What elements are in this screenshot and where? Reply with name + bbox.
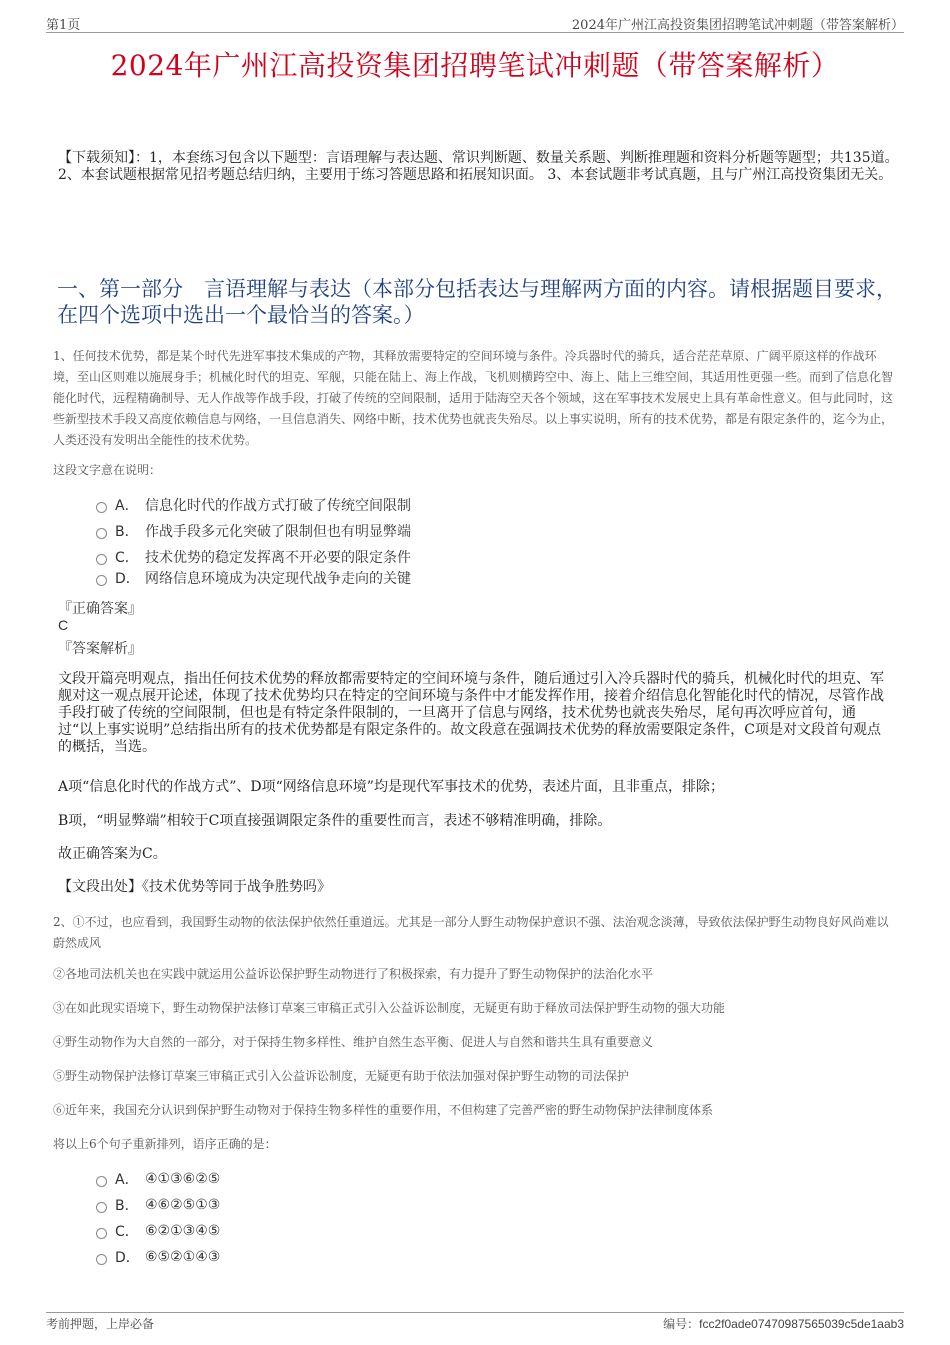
question-2-text: 2、①不过，也应看到，我国野生动物的依法保护依然任重道远。尤其是一部分人野生动物保护意识不强、法治观念淡薄，导致依法保护野生动物良好风尚难以蔚然成风 — [53, 915, 889, 950]
option-text: 作战手段多元化突破了限制但也有明显弊端 — [145, 524, 411, 540]
answer-value: C — [58, 617, 69, 633]
q2-option-a[interactable] — [96, 1168, 220, 1190]
page-title: 2024年广州江高投资集团招聘笔试冲刺题（带答案解析） — [110, 49, 840, 82]
option-letter: A． — [115, 498, 139, 514]
option-letter: C． — [115, 1224, 139, 1240]
question-2-sentence: ④野生动物作为大自然的一部分，对于保持生物多样性、维护自然生态平衡、促进人与自然和谐共生具有重要意义 — [53, 1035, 654, 1049]
q1-option-d[interactable] — [96, 567, 411, 589]
header-divider — [46, 32, 904, 33]
section-heading: 一、第一部分 言语理解与表达（本部分包括表达与理解两方面的内容。请根据题目要求，在四个选项中选出一个最恰当的答案。） — [57, 277, 897, 327]
download-notice: 【下载须知】：1，本套练习包含以下题型：言语理解与表达题、常识判断题、数量关系题、判断推理题和资料分析题等题型；共135道。 2、本套试题根据常见招考题总结归纳，主要用于练习答题思路和拓展知识面。 3、本套试题非考试真题，且与广州江高投资集团无关。 — [58, 150, 899, 183]
analysis-paragraph: B项，“明显弊端”相较于C项直接强调限定条件的重要性而言，表述不够精准明确，排除。 — [58, 813, 612, 829]
radio-icon[interactable] — [96, 1254, 107, 1265]
option-letter: D． — [115, 1250, 140, 1266]
answer-label: 『正确答案』 — [58, 601, 142, 617]
analysis-paragraph: 故正确答案为C。 — [58, 846, 167, 862]
q1-option-b[interactable] — [96, 520, 411, 542]
option-letter: A． — [115, 1172, 139, 1188]
radio-icon[interactable] — [96, 1202, 107, 1213]
radio-icon[interactable] — [96, 528, 107, 539]
option-text: 网络信息环境成为决定现代战争走向的关键 — [145, 571, 411, 587]
analysis-paragraph: A项“信息化时代的作战方式”、D项“网络信息环境”均是现代军事技术的优势，表述片面，且非重点，排除； — [58, 779, 724, 795]
option-text: 信息化时代的作战方式打破了传统空间限制 — [145, 498, 411, 514]
footer-code-label: 编号： — [663, 1317, 700, 1331]
question-2-prompt: 将以上6个句子重新排列，语序正确的是： — [53, 1137, 277, 1151]
footer-slogan: 考前押题，上岸必备 — [46, 1317, 155, 1331]
question-1-prompt: 这段文字意在说明： — [53, 463, 162, 477]
footer-divider — [46, 1312, 904, 1313]
question-2-sentence: ⑥近年来，我国充分认识到保护野生动物对于保持生物多样性的重要作用，不但构建了完善严密的野生动物保护法律制度体系 — [53, 1103, 714, 1117]
radio-icon[interactable] — [96, 575, 107, 586]
header-page-number: 第1页 — [46, 18, 81, 33]
radio-icon[interactable] — [96, 1176, 107, 1187]
q2-option-b[interactable] — [96, 1194, 220, 1216]
analysis-label: 『答案解析』 — [58, 641, 142, 657]
footer-code-value: fcc2f0ade07470987565039c5de1aab3 — [699, 1317, 904, 1331]
question-1-text: 1、任何技术优势，都是某个时代先进军事技术集成的产物，其释放需要特定的空间环境与条件。冷兵器时代的骑兵，适合茫茫草原、广阔平原这样的作战环境，至山区则难以施展身手；机械化时代的坦克、军舰，只能在陆上、海上作战，飞机则横跨空中、海上、陆上三维空间，其适用性更强一些。而到了信息化智能化时代，远程精确制导、无人作战等作战手段，打破了传统的空间限制，适用于陆海空天各个领域，这在军事技术发展史上具有革命性意义。但与此同时，这些新型技术手段又高度依赖信息与网络，一旦信息消失、网络中断，技术优势也就丧失殆尽。以上事实说明，所有的技术优势，都是有限定条件的，迄今为止，人类还没有发明出全能性的技术优势。 — [53, 349, 894, 447]
question-2-sentence: ③在如此现实语境下，野生动物保护法修订草案三审稿正式引入公益诉讼制度，无疑更有助于释放司法保护野生动物的强大功能 — [53, 1001, 726, 1015]
option-letter: C． — [115, 550, 139, 566]
option-letter: B． — [115, 524, 139, 540]
option-text: ⑥⑤②①④③ — [145, 1249, 221, 1265]
source-note: 【文段出处】《技术优势等同于战争胜势吗》 — [58, 879, 331, 895]
header-doc-title: 2024年广州江高投资集团招聘笔试冲刺题（带答案解析） — [571, 18, 904, 33]
q1-option-c[interactable] — [96, 546, 411, 568]
option-text: ⑥②①③④⑤ — [145, 1223, 221, 1239]
radio-icon[interactable] — [96, 502, 107, 513]
option-text: ④①③⑥②⑤ — [145, 1171, 221, 1187]
q2-option-d[interactable] — [96, 1246, 220, 1268]
question-2-sentence: ⑤野生动物保护法修订草案三审稿正式引入公益诉讼制度，无疑更有助于依法加强对保护野生动物的司法保护 — [53, 1069, 630, 1083]
radio-icon[interactable] — [96, 554, 107, 565]
footer-code — [663, 1315, 904, 1332]
radio-icon[interactable] — [96, 1228, 107, 1239]
option-letter: D． — [115, 571, 140, 587]
analysis-paragraph: 文段开篇亮明观点，指出任何技术优势的释放都需要特定的空间环境与条件，随后通过引入冷兵器时代的骑兵，机械化时代的坦克、军舰对这一观点展开论述，体现了技术优势均只在特定的空间环境与条件中才能发挥作用，接着介绍信息化智能化时代的情况，尽管作战手段打破了传统的空间限制，但也是有特定条件限制的，一旦离开了信息与网络，技术优势也就丧失殆尽，尾句再次呼应首句，通过“以上事实说明”总结指出所有的技术优势都是有限定条件的。故文段意在强调技术优势的释放需要限定条件，C项是对文段首句观点的概括，当选。 — [58, 671, 884, 755]
option-text: ④⑥②⑤①③ — [145, 1197, 221, 1213]
q1-option-a[interactable] — [96, 494, 411, 516]
question-2-sentence: ②各地司法机关也在实践中就运用公益诉讼保护野生动物进行了积极探索，有力提升了野生动物保护的法治化水平 — [53, 967, 654, 981]
option-letter: B． — [115, 1198, 139, 1214]
q2-option-c[interactable] — [96, 1220, 220, 1242]
option-text: 技术优势的稳定发挥离不开必要的限定条件 — [145, 550, 411, 566]
